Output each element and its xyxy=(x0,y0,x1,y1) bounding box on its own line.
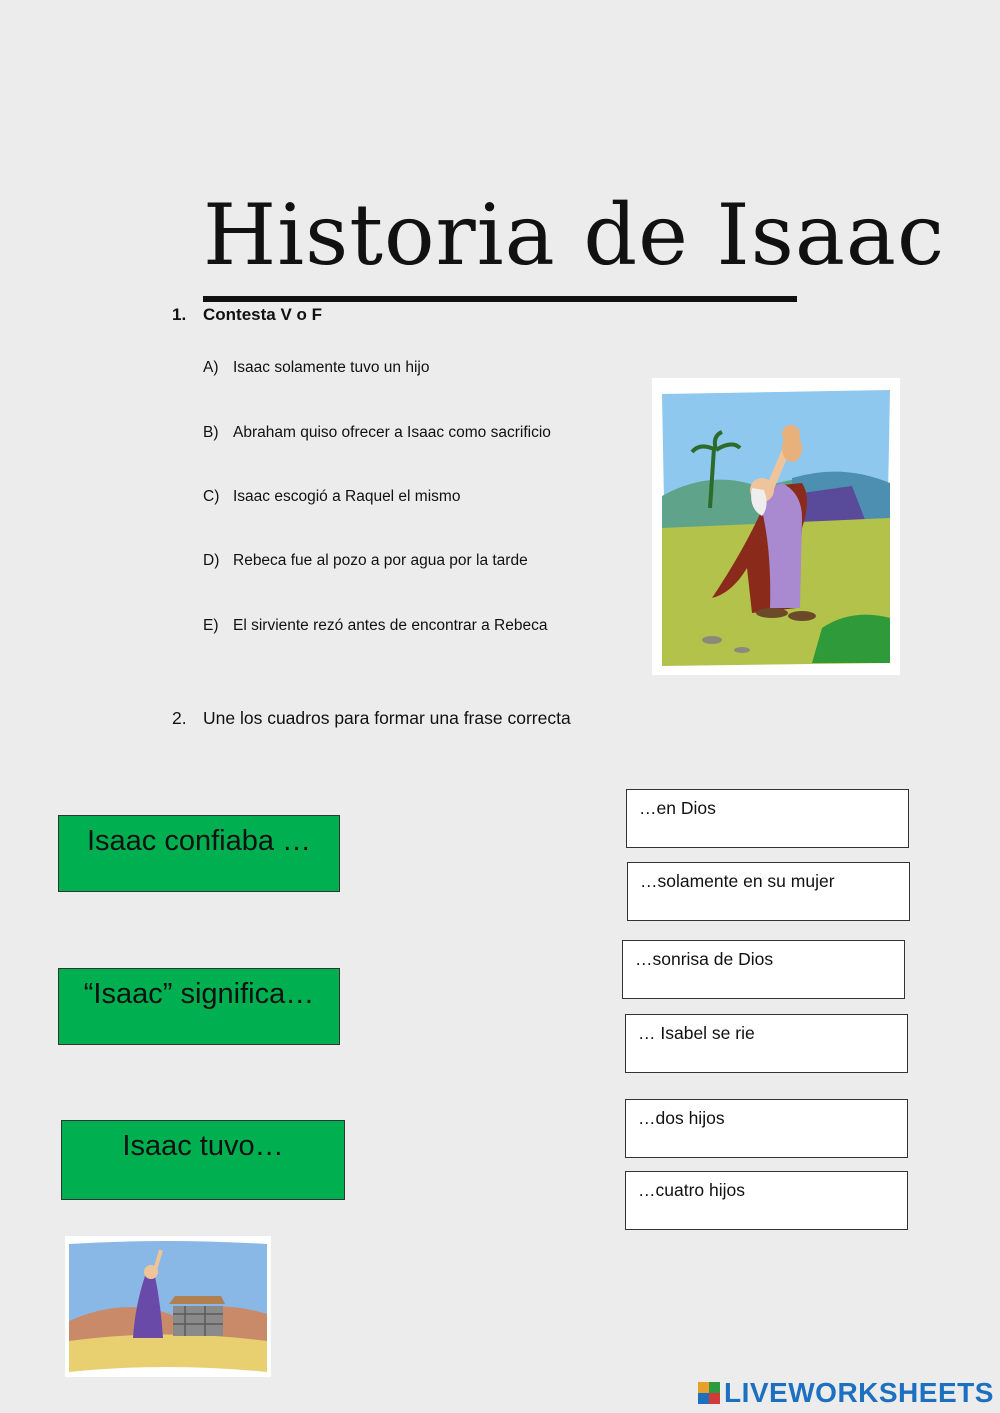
statement-letter: A) xyxy=(203,359,219,376)
question-number: 1. xyxy=(172,305,187,324)
match-answer-6[interactable]: …cuatro hijos xyxy=(625,1171,908,1230)
match-answer-5[interactable]: …dos hijos xyxy=(625,1099,908,1158)
match-answer-3[interactable]: …sonrisa de Dios xyxy=(622,940,905,999)
statement-letter: D) xyxy=(203,552,220,569)
match-answer-1[interactable]: …en Dios xyxy=(626,789,909,848)
question-2-heading xyxy=(172,708,571,729)
statement-text: Isaac escogió a Raquel el mismo xyxy=(233,488,461,505)
statement-letter: C) xyxy=(203,488,220,505)
liveworksheets-logo-icon xyxy=(698,1382,720,1404)
abraham-isaac-drawing xyxy=(652,378,900,675)
statement-text: El sirviente rezó antes de encontrar a Rebeca xyxy=(233,617,548,634)
liveworksheets-logo xyxy=(698,1376,994,1410)
question-text: Une los cuadros para formar una frase correcta xyxy=(203,708,571,728)
statement-c xyxy=(203,488,460,506)
statement-text: Isaac solamente tuvo un hijo xyxy=(233,359,430,376)
statement-b xyxy=(203,424,551,442)
statement-a xyxy=(203,359,429,377)
abraham-isaac-illustration xyxy=(652,378,900,675)
question-number: 2. xyxy=(172,708,187,728)
question-1-heading xyxy=(172,305,322,325)
statement-e xyxy=(203,617,547,635)
page-title: Historia de Isaac xyxy=(203,174,797,302)
statement-letter: E) xyxy=(203,617,219,634)
statement-letter: B) xyxy=(203,424,219,441)
altar-drawing xyxy=(65,1236,271,1377)
match-answer-4[interactable]: … Isabel se rie xyxy=(625,1014,908,1073)
brand-name: LIVEWORKSHEETS xyxy=(724,1377,994,1408)
match-prompt-trust[interactable]: Isaac confiaba … xyxy=(58,815,340,892)
statement-text: Rebeca fue al pozo a por agua por la tarde xyxy=(233,552,528,569)
statement-text: Abraham quiso ofrecer a Isaac como sacrificio xyxy=(233,424,551,441)
match-answer-2[interactable]: …solamente en su mujer xyxy=(627,862,910,921)
statement-d xyxy=(203,552,528,570)
question-text: Contesta V o F xyxy=(203,305,323,324)
match-prompt-children[interactable]: Isaac tuvo… xyxy=(61,1120,345,1200)
altar-illustration xyxy=(65,1236,271,1377)
match-prompt-meaning[interactable]: “Isaac” significa… xyxy=(58,968,340,1045)
